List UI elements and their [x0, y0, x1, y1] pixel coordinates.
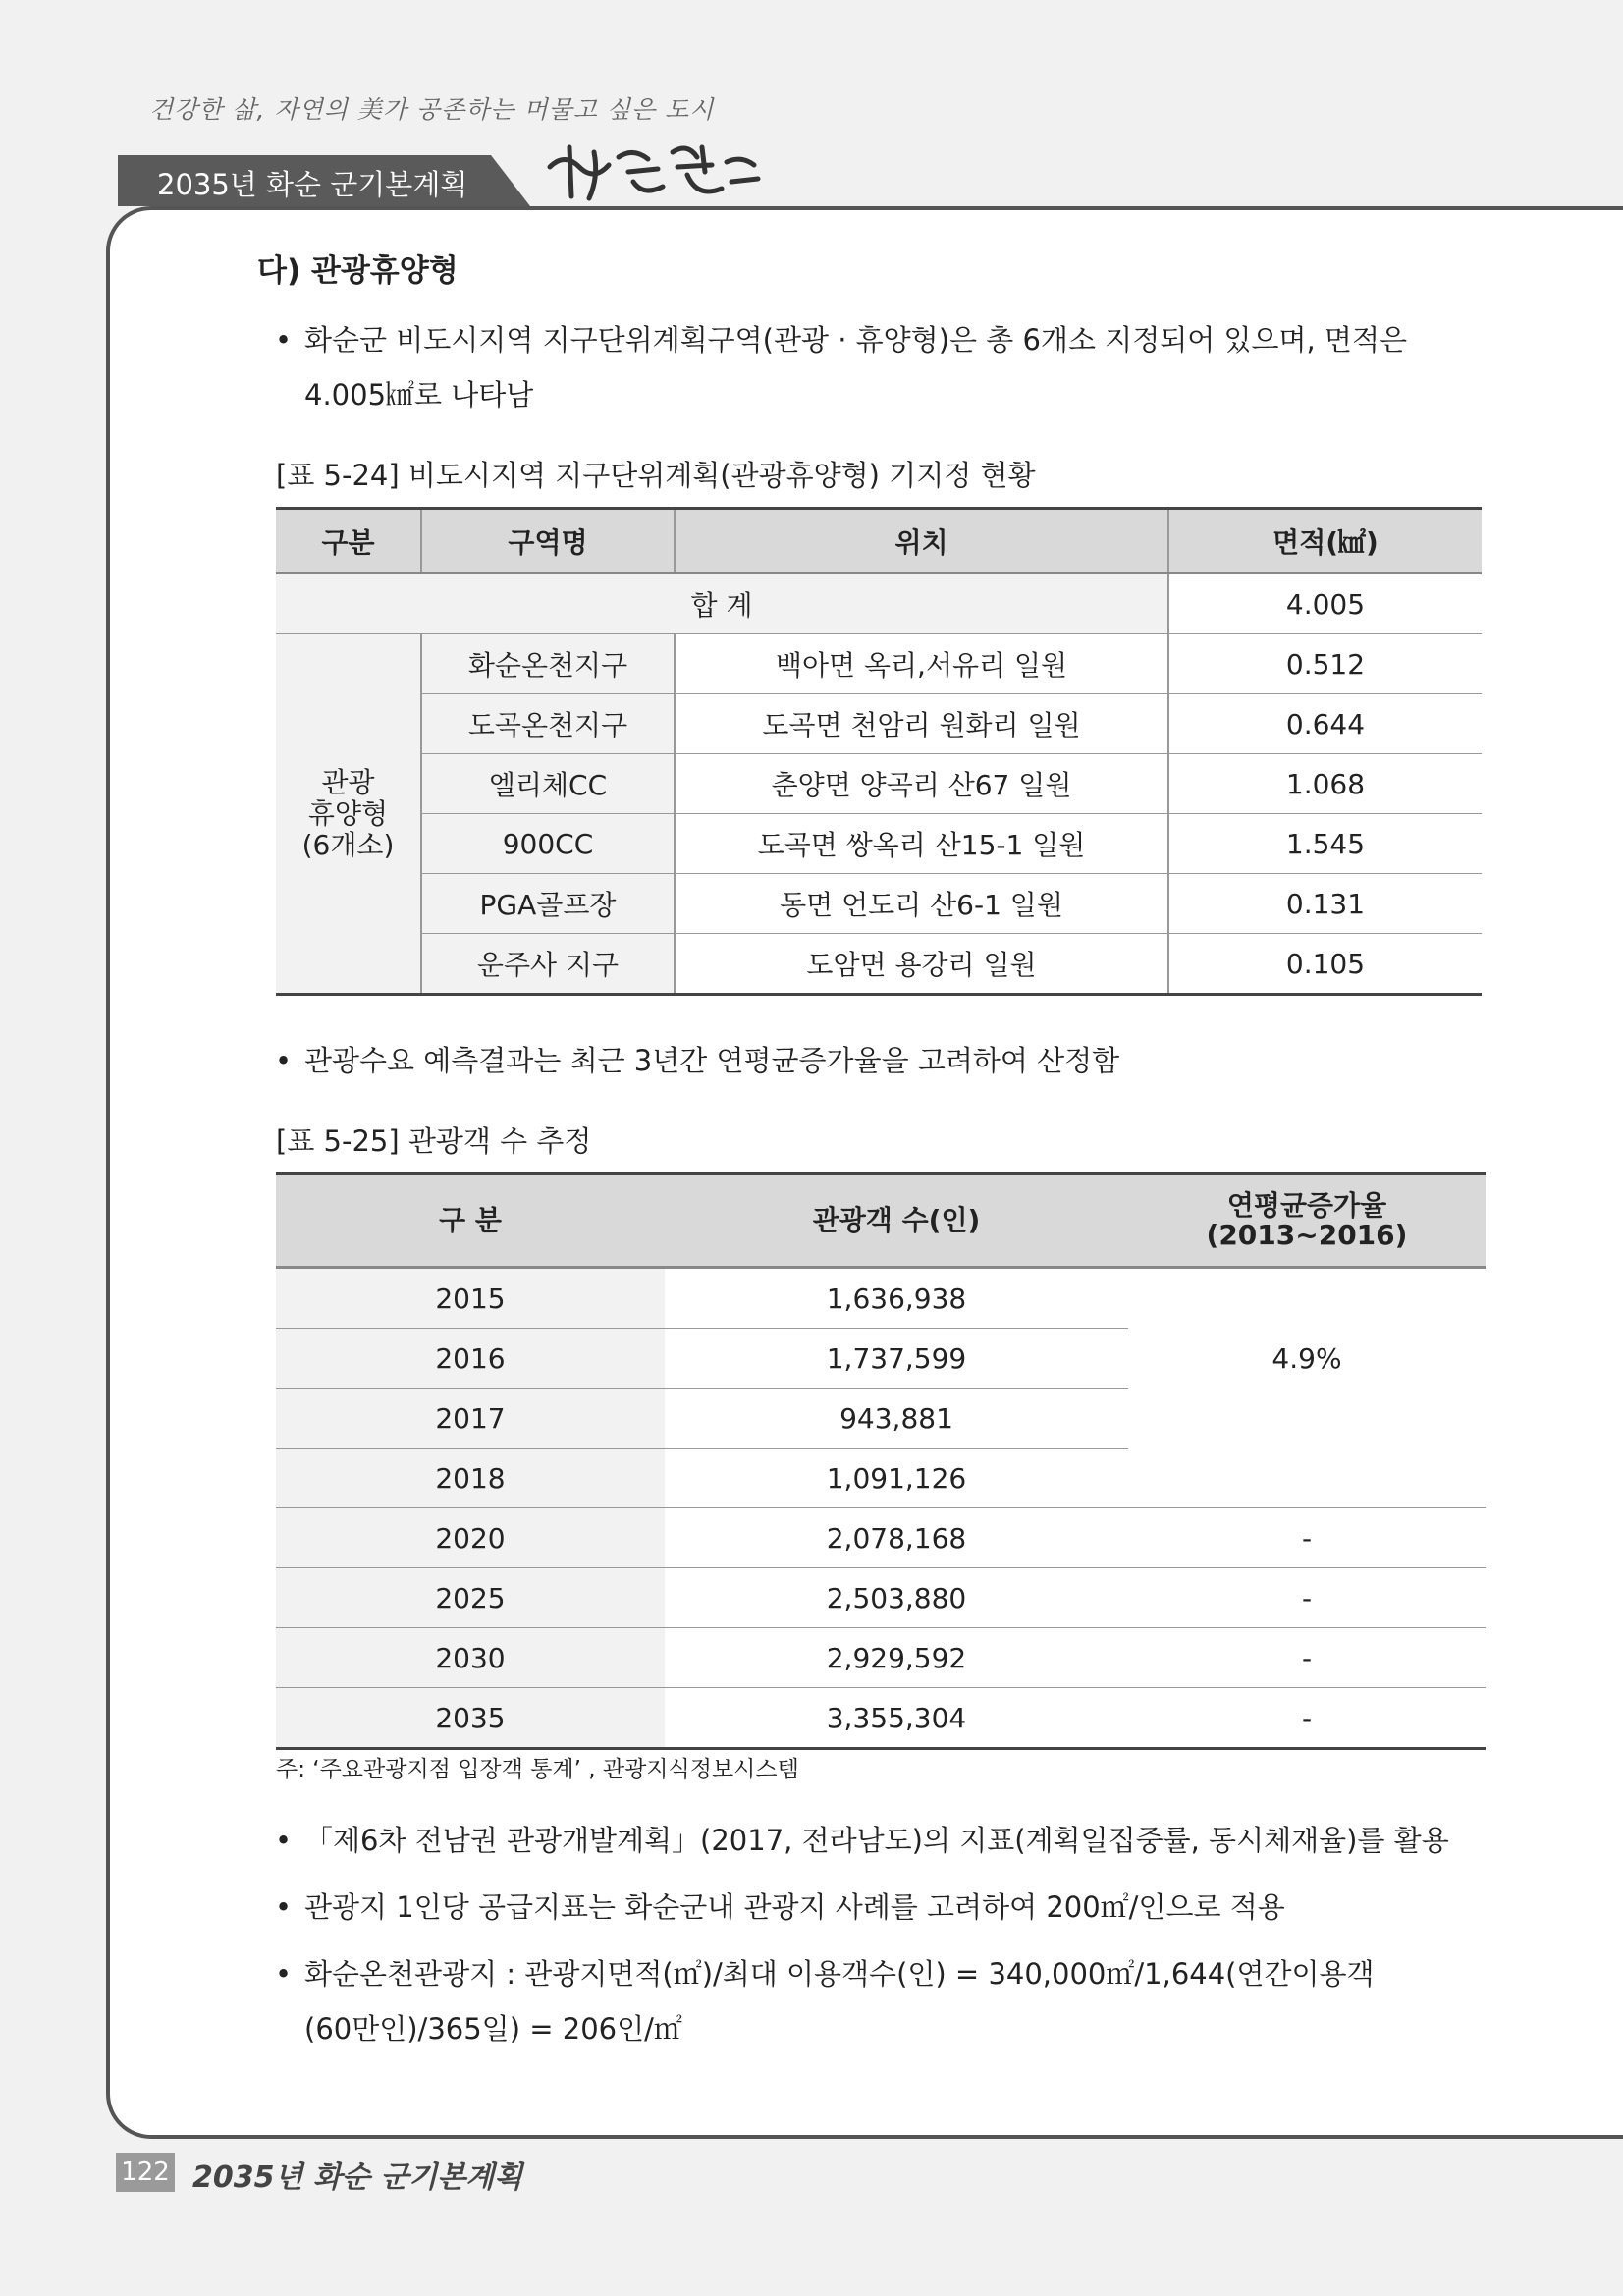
- table-total-row: [276, 574, 1482, 634]
- header-cell: 구역명: [421, 509, 675, 574]
- header-cell: 구 분: [276, 1174, 665, 1268]
- table2-caption: [표 5-25] 관광객 수 추정: [276, 1124, 592, 1158]
- zone-location: 도곡면 쌍옥리 산15-1 일원: [675, 814, 1168, 874]
- bullet-hot-spring: [275, 1946, 1502, 2056]
- visitors-cell: 3,355,304: [665, 1688, 1128, 1749]
- rate-cell: -: [1128, 1628, 1486, 1688]
- zone-area: 0.644: [1168, 694, 1482, 754]
- rate-cell: -: [1128, 1508, 1486, 1568]
- bullet-icon: •: [275, 1824, 293, 1857]
- year-cell: 2016: [276, 1329, 665, 1389]
- year-cell: 2035: [276, 1688, 665, 1749]
- page-number: 122: [116, 2153, 175, 2192]
- bullet-intro-line2: 4.005㎢로 나타남: [304, 378, 534, 411]
- zone-area: 0.512: [1168, 634, 1482, 694]
- table-row: [276, 1568, 1486, 1628]
- group-label-line: 관광: [321, 765, 375, 798]
- zone-name: 도곡온천지구: [421, 694, 675, 754]
- table-row: [276, 694, 1482, 754]
- header-cell: 관광객 수(인): [665, 1174, 1128, 1268]
- header-slogan: 건강한 삶, 자연의 美가 공존하는 머물고 싶은 도시: [149, 95, 715, 124]
- table-row: [276, 1508, 1486, 1568]
- bullet-icon: •: [275, 323, 293, 356]
- year-cell: 2015: [276, 1268, 665, 1329]
- year-cell: 2025: [276, 1568, 665, 1628]
- growth-rate-cell: 4.9%: [1128, 1268, 1486, 1508]
- visitors-cell: 2,929,592: [665, 1628, 1128, 1688]
- header-tab-title: 2035년 화순 군기본계획: [157, 168, 468, 201]
- bullet-intro-line1: 화순군 비도시지역 지구단위계획구역(관광 · 휴양형)은 총 6개소 지정되어 있으며, 면적은: [304, 323, 1407, 356]
- brand-logo: [540, 128, 766, 206]
- table-note: 주: ‘주요관광지점 입장객 통계’ , 관광지식정보시스템: [276, 1757, 799, 1782]
- table-header-row: [276, 1174, 1486, 1268]
- table-row: [276, 1628, 1486, 1688]
- year-cell: 2020: [276, 1508, 665, 1568]
- header-cell: [1128, 1174, 1486, 1268]
- bullet-intro: [275, 312, 1483, 422]
- bullet-demand-text: 관광수요 예측결과는 최근 3년간 연평균증가율을 고려하여 산정함: [304, 1044, 1120, 1077]
- group-label-line: 휴양형: [307, 796, 389, 830]
- footer-title: 2035년 화순 군기본계획: [192, 2160, 523, 2195]
- bullet-demand: [275, 1033, 1483, 1088]
- zone-table: [276, 507, 1482, 996]
- bullet-indicator: [275, 1813, 1502, 1868]
- header-cell-line: 연평균증가율: [1226, 1188, 1387, 1222]
- visitors-cell: 943,881: [665, 1389, 1128, 1449]
- bullet-icon: •: [275, 1890, 293, 1924]
- header-cell: 면적(㎢): [1168, 509, 1482, 574]
- visitors-cell: 1,737,599: [665, 1329, 1128, 1389]
- zone-location: 동면 언도리 산6-1 일원: [675, 874, 1168, 934]
- total-value: 4.005: [1168, 574, 1482, 634]
- table-row: [276, 874, 1482, 934]
- year-cell: 2030: [276, 1628, 665, 1688]
- table-row: [276, 814, 1482, 874]
- section-title: 다) 관광휴양형: [257, 253, 459, 289]
- bullet-supply-text: 관광지 1인당 공급지표는 화순군내 관광지 사례를 고려하여 200㎡/인으로 적용: [304, 1890, 1285, 1924]
- brand-logo-calligraphy: [540, 128, 766, 206]
- table-row: [276, 634, 1482, 694]
- table1-caption: [표 5-24] 비도시지역 지구단위계획(관광휴양형) 기지정 현황: [276, 459, 1036, 492]
- zone-name: PGA골프장: [421, 874, 675, 934]
- table-row: [276, 754, 1482, 814]
- visitors-cell: 2,503,880: [665, 1568, 1128, 1628]
- rate-cell: -: [1128, 1688, 1486, 1749]
- bullet-supply: [275, 1880, 1502, 1935]
- table-row: [276, 1688, 1486, 1749]
- zone-area: 0.105: [1168, 934, 1482, 995]
- table-header-row: [276, 509, 1482, 574]
- zone-area: 0.131: [1168, 874, 1482, 934]
- bullet-hot-spring-line2: (60만인)/365일) = 206인/㎡: [304, 2012, 682, 2046]
- total-label: 합 계: [276, 574, 1168, 634]
- visitors-cell: 1,091,126: [665, 1449, 1128, 1508]
- visitors-cell: 1,636,938: [665, 1268, 1128, 1329]
- year-cell: 2018: [276, 1449, 665, 1508]
- zone-location: 도암면 용강리 일원: [675, 934, 1168, 995]
- group-label-line: (6개소): [301, 828, 395, 861]
- visitor-table: [276, 1172, 1486, 1750]
- visitors-cell: 2,078,168: [665, 1508, 1128, 1568]
- zone-location: 백아면 옥리,서유리 일원: [675, 634, 1168, 694]
- zone-name: 900CC: [421, 814, 675, 874]
- rate-cell: -: [1128, 1568, 1486, 1628]
- bullet-icon: •: [275, 1957, 293, 1991]
- header-tab: [118, 155, 530, 206]
- header-cell: 위치: [675, 509, 1168, 574]
- header-cell: 구분: [276, 509, 421, 574]
- zone-area: 1.068: [1168, 754, 1482, 814]
- zone-name: 운주사 지구: [421, 934, 675, 995]
- group-label: [276, 634, 421, 995]
- zone-location: 춘양면 양곡리 산67 일원: [675, 754, 1168, 814]
- year-cell: 2017: [276, 1389, 665, 1449]
- header-cell-line: (2013~2016): [1206, 1218, 1408, 1251]
- bullet-indicator-text: 「제6차 전남권 관광개발계획」(2017, 전라남도)의 지표(계획일집중률, 동시체재율)를 활용: [304, 1824, 1449, 1857]
- bullet-hot-spring-line1: 화순온천관광지 : 관광지면적(㎡)/최대 이용객수(인) = 340,000㎡/1,644(연간이용객: [304, 1957, 1375, 1991]
- zone-name: 화순온천지구: [421, 634, 675, 694]
- table-row: [276, 934, 1482, 995]
- table-row: [276, 1268, 1486, 1329]
- bullet-icon: •: [275, 1044, 293, 1077]
- zone-area: 1.545: [1168, 814, 1482, 874]
- zone-location: 도곡면 천암리 원화리 일원: [675, 694, 1168, 754]
- zone-name: 엘리체CC: [421, 754, 675, 814]
